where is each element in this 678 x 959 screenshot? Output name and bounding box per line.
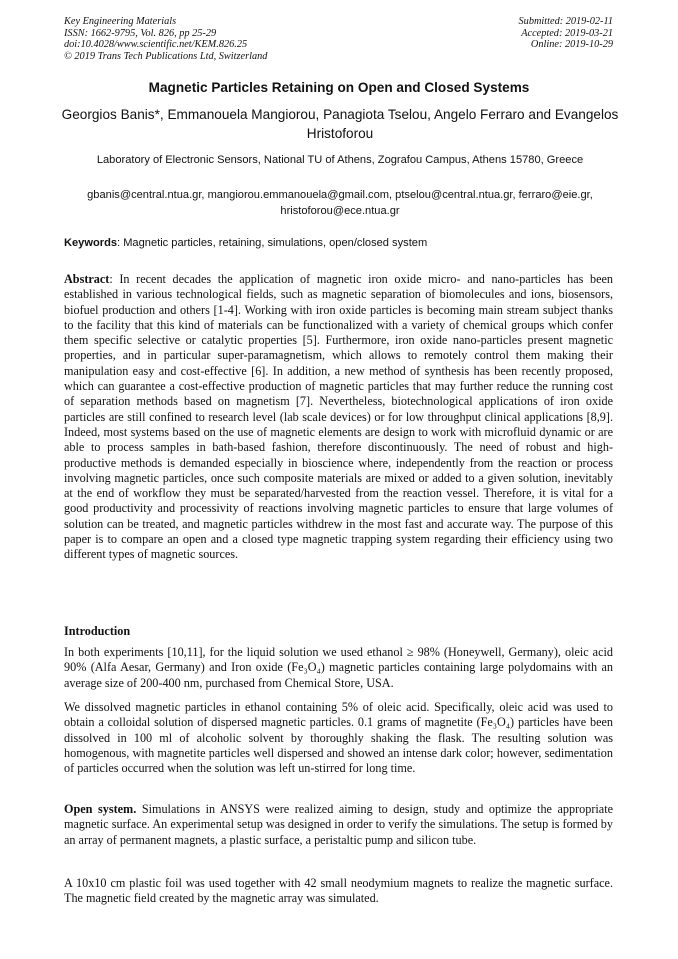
plastic-foil-paragraph: A 10x10 cm plastic foil was used together with 42 small neodymium magnets to realize the magnetic surface. The magnetic field created by the magnetic array was simulated. (64, 876, 613, 906)
keywords-text: : Magnetic particles, retaining, simulations, open/closed system (117, 237, 428, 249)
journal-header (64, 16, 267, 62)
journal-name: Key Engineering Materials (64, 16, 177, 27)
open-system-paragraph (64, 802, 613, 848)
open-system-label: Open system. (64, 802, 137, 816)
open-system-text: Simulations in ANSYS were realized aiming to design, study and optimize the appropriate magnetic surface. An experimental setup was designed in order to verify the simulations. The setup is formed by an array of permanent magnets, a plastic surface, a peristaltic pump and silicon tube. (64, 802, 613, 847)
abstract-text: : In recent decades the application of magnetic iron oxide micro- and nano-particles has been established in various technological fields, such as magnetic separation of biomolecules and ions, biosensors, biofuel production and others [1-4]. Working with iron oxide particles is becoming main stream subject thanks to the facility that this kind of materials can be functionalized with a variety of chemical groups which confer them specific selective or catalytic properties [5]. Furthermore, iron oxide nano-particles present magnetic properties, and in particular super-paramagnetism, which allows to remotely control them making their manipulation easy and cost-effective [6]. In addition, a new method of synthesis has been recently proposed, which can guarantee a cost-effective production of magnetic particles that may further reduce the running cost of separation methods based on magnetism [7]. Nevertheless, biotechnological applications of iron oxide particles are still confined to research level (lab scale devices) or for low throughput clinical applications [8,9]. Indeed, most systems based on the use of magnetic elements are design to work with microfluid dynamic or are able to process samples in bath-based fashion, therefore discontinuously. The need of robust and high-productive methods is demanded especially in bioscience where, independently from the reaction or process involving magnetic particles, once such composite materials are mixed or added to a given solution, inevitably at the end of workflow they must be separated/harvested from the reaction vessel. Therefore, it is vital for a good productivity and processivity of reactions involving magnetic particles to ensure that large volumes of solution can be treated, and magnetic particles withdrew in the most fast and accurate way. The purpose of this paper is to compare an open and a closed type magnetic trapping system regarding their efficiency using two different types of magnetic sources. (64, 272, 613, 562)
author-list: Georgios Banis*, Emmanouela Mangiorou, Panagiota Tselou, Angelo Ferraro and Evangelos Hristoforou (61, 107, 619, 141)
introduction-heading: Introduction (64, 624, 131, 638)
issn-line: ISSN: 1662-9795, Vol. 826, pp 25-29 (64, 27, 217, 39)
keywords-label: Keywords (64, 237, 118, 249)
introduction-paragraph-1: In both experiments [10,11], for the liquid solution we used ethanol ≥ 98% (Honeywell, Germany), oleic acid 90% (Alfa Aesar, Germany) and Iron oxide (Fe₃O₄) magnetic particles containing large polydomains with an average size of 200-400 nm, purchased from Chemical Store, USA. (64, 645, 613, 690)
affiliation: Laboratory of Electronic Sensors, National TU of Athens, Zografou Campus, Athens 15780, Greece (96, 154, 584, 166)
doi-line: doi:10.4028/www.scientific.net/KEM.826.25 (64, 39, 248, 51)
copyright-line: © 2019 Trans Tech Publications Ltd, Switzerland (64, 50, 268, 62)
keywords (64, 236, 620, 251)
accepted-date: Accepted: 2019-03-21 (521, 27, 613, 39)
online-date: Online: 2019-10-29 (530, 39, 613, 51)
abstract-label: Abstract (64, 272, 110, 286)
submitted-date: Submitted: 2019-02-11 (518, 16, 613, 27)
paper-title: Magnetic Particles Retaining on Open and Closed Systems (148, 80, 530, 95)
introduction-paragraph-2: We dissolved magnetic particles in ethanol containing 5% of oleic acid. Specifically, oleic acid was used to obtain a colloidal solution of dispersed magnetic particles. 0.1 grams of magnetite (Fe₃O₄) particles have been dissolved in 100 ml of alcoholic solvent by thoroughly shaking the flask. The resulting solution was homogenous, with magnetite particles well dispersed and showed an intense dark color; however, sedimentation of particles occurred when the solution was left un-stirred for long time. (64, 700, 613, 776)
abstract (64, 272, 613, 563)
dates-header (519, 16, 613, 51)
author-emails: gbanis@central.ntua.gr, mangiorou.emmanouela@gmail.com, ptselou@central.ntua.gr, ferraro@eie.gr, hristoforou@ece.ntua.gr (87, 189, 593, 217)
